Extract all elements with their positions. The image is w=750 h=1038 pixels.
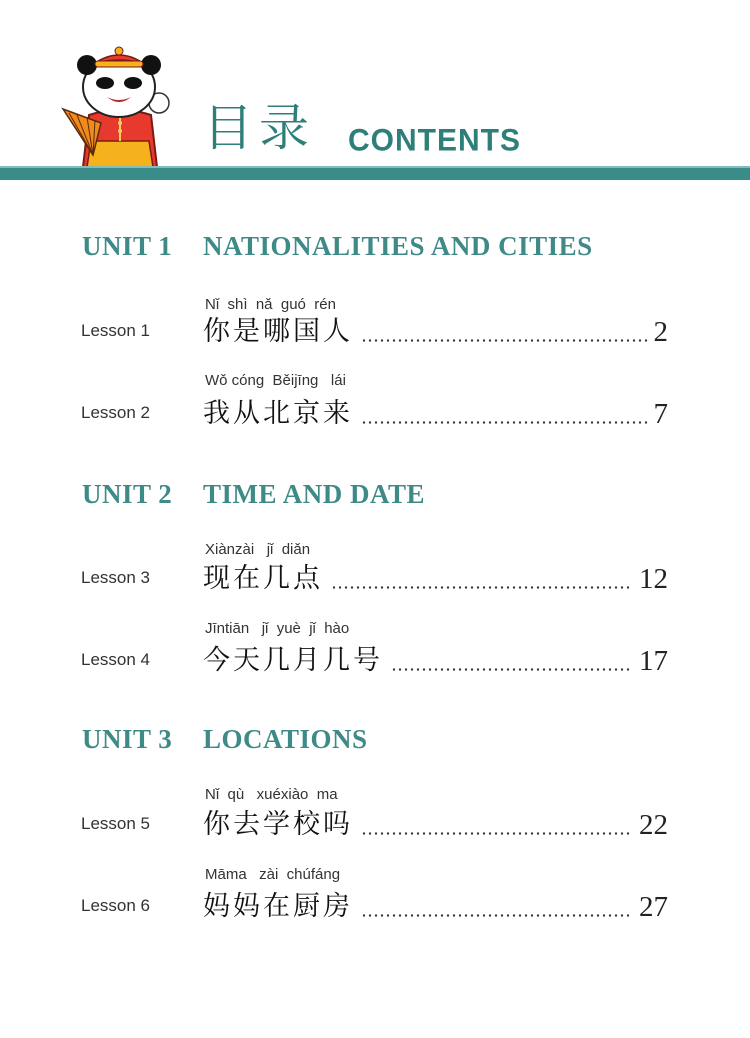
- unit-title: NATIONALITIES AND CITIES: [203, 231, 593, 261]
- page-number[interactable]: 17: [639, 645, 668, 677]
- unit-number: UNIT 2: [82, 479, 173, 509]
- lesson-label[interactable]: Lesson 6: [81, 896, 150, 915]
- page-number[interactable]: 22: [639, 809, 668, 841]
- contents-header: [0, 0, 750, 190]
- header-rule: [0, 168, 750, 180]
- lesson-entry[interactable]: [203, 884, 668, 924]
- unit-number: UNIT 1: [82, 231, 173, 261]
- lesson-label[interactable]: Lesson 3: [81, 568, 150, 587]
- lesson-pinyin: Wǒ cóng Běijīng lái: [205, 372, 346, 389]
- lesson-label[interactable]: Lesson 1: [81, 321, 150, 340]
- lesson-entry[interactable]: [203, 309, 668, 349]
- leader-dots: [331, 586, 633, 589]
- leader-dots: [361, 832, 633, 835]
- lesson-pinyin: Jīntiān jǐ yuè jǐ hào: [205, 620, 350, 637]
- unit-heading: [82, 230, 593, 262]
- page-number[interactable]: 2: [653, 316, 668, 348]
- lesson-title[interactable]: 妈妈在厨房: [203, 891, 353, 922]
- unit-title: LOCATIONS: [203, 724, 368, 754]
- lesson-title[interactable]: 你去学校吗: [203, 809, 353, 840]
- lesson-pinyin: Nǐ shì nǎ guó rén: [205, 296, 336, 313]
- unit-heading: [82, 478, 425, 510]
- lesson-entry[interactable]: [203, 391, 668, 431]
- lesson-title[interactable]: 现在几点: [203, 563, 323, 594]
- lesson-pinyin: Nǐ qù xuéxiào ma: [205, 786, 338, 803]
- lesson-label[interactable]: Lesson 2: [81, 403, 150, 422]
- unit-title: TIME AND DATE: [203, 479, 426, 509]
- lesson-entry[interactable]: [203, 556, 668, 596]
- unit-heading: [82, 723, 368, 755]
- lesson-label[interactable]: Lesson 4: [81, 650, 150, 669]
- page-number[interactable]: 12: [639, 563, 668, 595]
- leader-dots: [391, 668, 633, 671]
- lesson-title[interactable]: 你是哪国人: [203, 316, 353, 347]
- lesson-entry[interactable]: [203, 802, 668, 842]
- contents-title-english: CONTENTS: [348, 123, 521, 158]
- leader-dots: [361, 914, 633, 917]
- lesson-title[interactable]: 今天几月几号: [203, 645, 383, 676]
- leader-dots: [361, 339, 648, 342]
- lesson-label[interactable]: Lesson 5: [81, 814, 150, 833]
- lesson-entry[interactable]: [203, 638, 668, 678]
- leader-dots: [361, 421, 648, 424]
- lesson-pinyin: Māma zài chúfáng: [205, 866, 341, 883]
- page-number[interactable]: 7: [653, 398, 668, 430]
- lesson-pinyin: Xiànzài jǐ diǎn: [205, 541, 311, 558]
- panda-mascot-icon: [55, 45, 185, 185]
- lesson-title[interactable]: 我从北京来: [203, 398, 353, 429]
- unit-number: UNIT 3: [82, 724, 173, 754]
- contents-title-chinese: 目录: [203, 99, 315, 157]
- page-number[interactable]: 27: [639, 891, 668, 923]
